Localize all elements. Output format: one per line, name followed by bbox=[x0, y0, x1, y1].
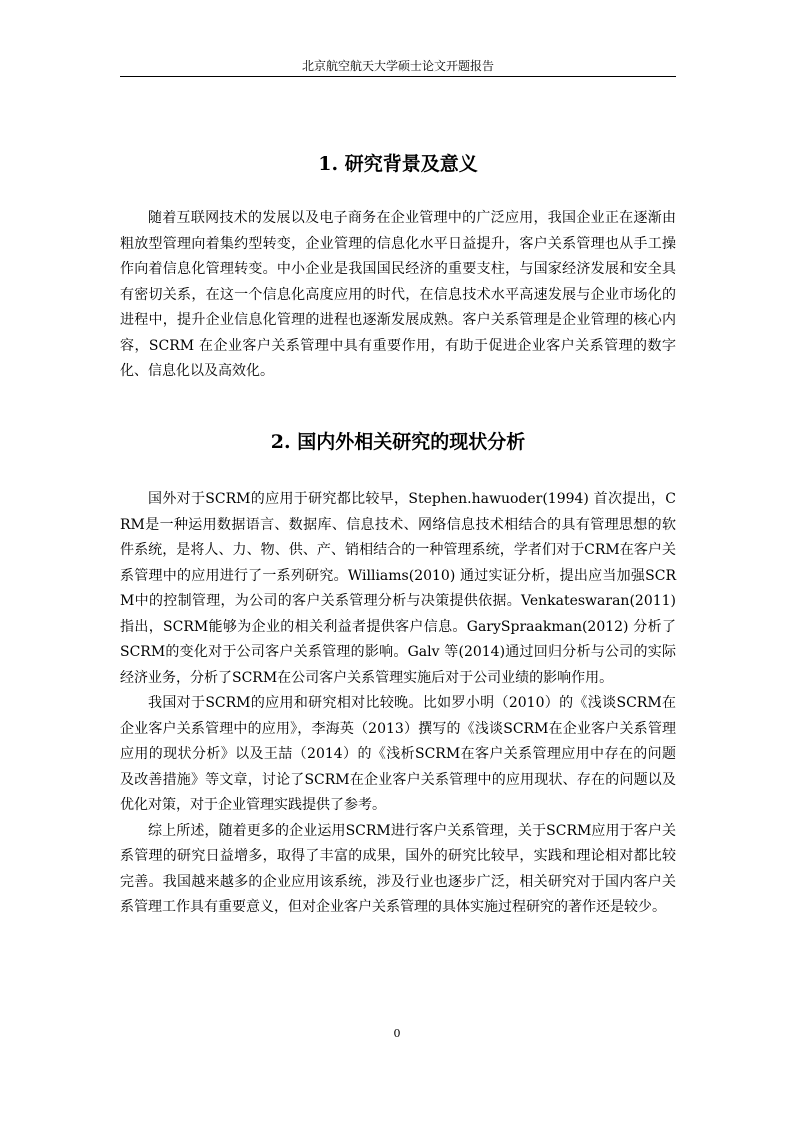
section-research-status-content bbox=[120, 487, 676, 921]
paragraph-background: 随着互联网技术的发展以及电子商务在企业管理中的广泛应用，我国企业正在逐渐由粗放型管理向着集约型转变，企业管理的信息化水平日益提升，客户关系管理也从手工操作向着信息化管理转变。中小企业是我国国民经济的重要支柱，与国家经济发展和安全具有密切关系，在这一个信息化高度应用的时代，在信息技术水平高速发展与企业市场化的进程中，提升企业信息化管理的进程也逐渐发展成熟。客户关系管理是企业管理的核心内容，SCRM 在企业客户关系管理中具有重要作用，有助于促进企业客户关系管理的数字化、信息化以及高效化。 bbox=[120, 210, 676, 379]
page-header: 北京航空航天大学硕士论文开题报告 bbox=[120, 56, 676, 77]
paragraph-foreign-research: 国外对于SCRM的应用于研究都比较早，Stephen.hawuoder(1994) 首次提出，CRM是一种运用数据语言、数据库、信息技术、网络信息技术相结合的具有管理思想的软件系统，是将人、力、物、供、产、销相结合的一种管理系统，学者们对于CRM在客户关系管理中的应用进行了一系列研究。Williams(2010) 通过实证分析，提出应当加强SCRM中的控制管理，为公司的客户关系管理分析与决策提供依据。Venkateswaran(2011) 指出，SCRM能够为企业的相关利益者提供客户信息。GarySpraakman(2012) 分析了SCRM的变化对于公司客户关系管理的影响。Galv 等(2014)通过回归分析与公司的实际经济业务，分析了SCRM在公司客户关系管理实施后对于公司业绩的影响作用。 bbox=[120, 491, 676, 686]
section-background-content bbox=[120, 206, 676, 385]
paragraph-domestic-research: 我国对于SCRM的应用和研究相对比较晚。比如罗小明（2010）的《浅谈SCRM在企业客户关系管理中的应用》，李海英（2013）撰写的《浅谈SCRM在企业客户关系管理应用的现状分析》以及王喆（2014）的《浅析SCRM在客户关系管理应用中存在的问题及改善措施》等文章，讨论了SCRM在企业客户关系管理中的应用现状、存在的问题以及优化对策，对于企业管理实践提供了参考。 bbox=[120, 695, 676, 813]
section-title-background: 1. 研究背景及意义 bbox=[318, 153, 478, 175]
page-number: 0 bbox=[393, 1027, 401, 1040]
section-title-research-status: 2. 国内外相关研究的现状分析 bbox=[270, 431, 526, 453]
paragraph-summary: 综上所述，随着更多的企业运用SCRM进行客户关系管理，关于SCRM应用于客户关系管理的研究日益增多，取得了丰富的成果，国外的研究比较早，实践和理论相对都比较完善。我国越来越多的企业应用该系统，涉及行业也逐步广泛，相关研究对于国内客户关系管理工作具有重要意义，但对企业客户关系管理的具体实施过程研究的著作还是较少。 bbox=[120, 822, 676, 915]
